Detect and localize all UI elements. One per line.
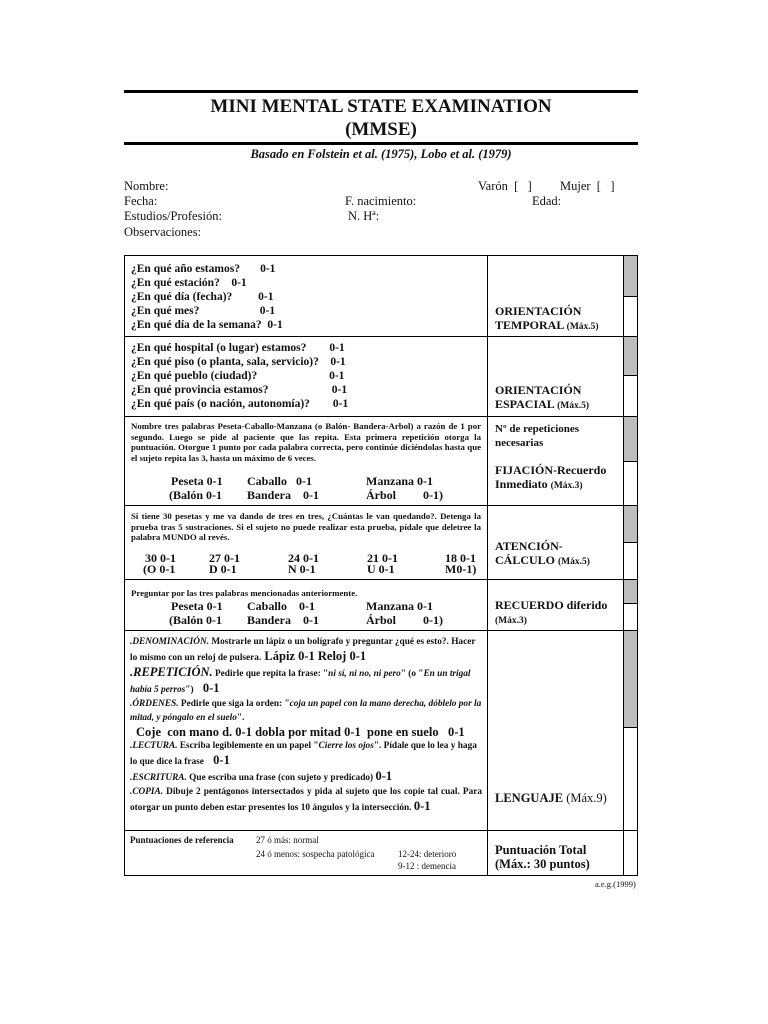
question: ¿En qué país (o nación, autonomía)? 0-1 [131,398,349,410]
page-title: MINI MENTAL STATE EXAMINATION [210,96,552,117]
mujer-checkbox[interactable]: Mujer [ ] [560,179,615,193]
section-fijacion [125,417,637,506]
observaciones-field: Observaciones: [124,225,202,239]
number: 24 0-1 [288,551,319,565]
score-box[interactable] [624,580,637,603]
section-puntuacion [125,831,637,875]
ordenes-scores: Coje con mano d. 0-1 dobla por mitad 0-1 pone en suelo 0-1 [136,725,465,739]
score-box[interactable] [624,631,637,727]
instructions: Si tiene 30 pesetas y me va dando de tres en tres, ¿Cuántas le van quedando?. Detenga la prueba tras 5 sustraciones. Si el sujeto no puede realizar esta prueba, pídale que deletree la palabra MUNDO al revés. [131,511,481,543]
lenguaje-instructions [130,635,482,815]
section-label: RECUERDO diferido (Máx.3) [495,598,608,626]
estudios-field: Estudios/Profesión: [124,209,222,223]
word: Peseta 0-1 [171,599,223,613]
score-box[interactable] [624,337,637,375]
footer-credit: a.e.g.(1999) [595,879,636,889]
question: ¿En qué mes? 0-1 [131,305,276,317]
word: Árbol 0-1) [366,488,443,502]
word: (Balón 0-1 [169,613,223,627]
divider [624,461,637,462]
word: Caballo 0-1 [247,599,316,613]
denominacion-item: .DENOMINACIÓN. Mostrarle un lápiz o un bolígrafo y preguntar ¿qué es esto?. Hacer lo mismo con un reloj de pulsera. Lápiz 0-1 Reloj 0-1 [130,637,476,663]
section-label: FIJACIÓN-Recuerdo Inmediato (Máx.3) [495,463,607,491]
copia-item: .COPIA. Dibuje 2 pentágonos intersectados y pida al sujeto que los copie tal cual. Para otorgar un punto deben estar presentes los 10 ángulos y la intersección. 0-1 [130,787,482,813]
section-orientacion-espacial [125,337,637,417]
instructions: Nombre tres palabras Peseta-Caballo-Manzana (o Balón- Bandera-Arbol) a razón de 1 por segundo. Luego se pide al paciente que las repita. Esta primera repetición otorga la puntuación. Otorgue 1 punto por cada palabra correcta, pero continúe diciéndolas hasta que el sujeto repita las 3, hasta un máximo de 6 veces. [131,421,481,463]
ref-normal: 27 ó más: normal [256,835,319,845]
title-rule [124,142,638,145]
nh-field: N. Hª: [348,209,380,223]
total-label: Puntuación Total (Máx.: 30 puntos) [495,843,590,871]
fecha-field: Fecha: [124,194,158,208]
section-atencion [125,506,637,580]
ref-deterioro: 12-24: deterioro [398,849,457,859]
question: ¿En qué hospital (o lugar) estamos? 0-1 [131,342,345,354]
question: ¿En qué día de la semana? 0-1 [131,319,283,331]
repeticion-item: .REPETICIÓN. Pedirle que repita la frase: "ni sí, ni no, ni pero" (o "En un trigal había 5 perros") 0-1 [130,665,471,695]
section-label: ORIENTACIÓN ESPACIAL (Máx.5) [495,383,590,411]
word: Manzana 0-1 [366,599,433,613]
word: Caballo 0-1 [247,474,313,488]
question: ¿En qué año estamos? 0-1 [131,263,276,275]
escritura-item: .ESCRITURA. Que escriba una frase (con sujeto y predicado) 0-1 [130,769,393,783]
edad-field: Edad: [532,194,562,208]
lectura-item: .LECTURA. Escriba legiblemente en un papel "Cierre los ojos". Pídale que lo lea y haga lo que dice la frase 0-1 [130,741,477,767]
word: Manzana 0-1 [366,474,433,488]
section-label: ORIENTACIÓN TEMPORAL (Máx.5) [495,304,599,332]
ref-sospecha: 24 ó menos: sospecha patológica [256,849,375,859]
word: Bandera 0-1 [247,613,319,627]
page-subtitle: Basado en Folstein et al. (1975), Lobo et al. (1979) [250,147,512,161]
section-recuerdo [125,580,637,631]
letter: (O 0-1 [143,562,176,576]
top-rule [124,90,638,93]
question: ¿En qué piso (o planta, sala, servicio)? 0-1 [131,356,346,368]
section-label: ATENCIÓN- CÁLCULO (Máx.5) [495,539,590,567]
letter: D 0-1 [209,562,237,576]
question: ¿En qué estación? 0-1 [131,277,247,289]
score-box[interactable] [624,506,637,542]
divider [624,375,637,376]
question: ¿En qué día (fecha)? 0-1 [131,291,274,303]
ref-demencia: 9-12 : demencia [398,861,456,871]
score-box[interactable] [624,417,637,461]
section-lenguaje [125,631,637,831]
word: Peseta 0-1 [171,474,223,488]
score-box[interactable] [624,256,637,296]
divider [624,727,637,728]
letter: M0-1) [445,562,477,576]
number: 30 0-1 [145,551,176,565]
divider [624,296,637,297]
divider [624,603,637,604]
nombre-field: Nombre: [124,179,169,193]
section-label: LENGUAJE (Máx.9) [495,791,607,805]
letter: U 0-1 [367,562,395,576]
repeticiones-label: Nº de repeticiones necesarias [495,423,580,449]
page-title-abbrev: (MMSE) [345,119,417,140]
question: ¿En qué pueblo (ciudad)? 0-1 [131,370,345,382]
section-orientacion-temporal [125,256,637,337]
mmse-table [124,255,638,876]
letter: N 0-1 [288,562,316,576]
f-nacimiento-field: F. nacimiento: [345,194,417,208]
ordenes-item: .ÓRDENES. Pedirle que siga la orden: "coja un papel con la mano derecha, dóblelo por la mitad, y póngalo en el suelo". [130,699,482,723]
word: Árbol 0-1) [366,613,443,627]
word: Bandera 0-1 [247,488,319,502]
number: 27 0-1 [209,551,240,565]
ref-title: Puntuaciones de referencia [130,835,234,845]
divider [624,542,637,543]
question: ¿En qué provincia estamos? 0-1 [131,384,348,396]
word: (Balón 0-1 [169,488,223,502]
number: 21 0-1 [367,551,398,565]
varon-checkbox[interactable]: Varón [ ] [478,179,532,193]
instructions: Preguntar por las tres palabras mencionadas anteriormente. [131,588,358,598]
number: 18 0-1 [445,551,476,565]
